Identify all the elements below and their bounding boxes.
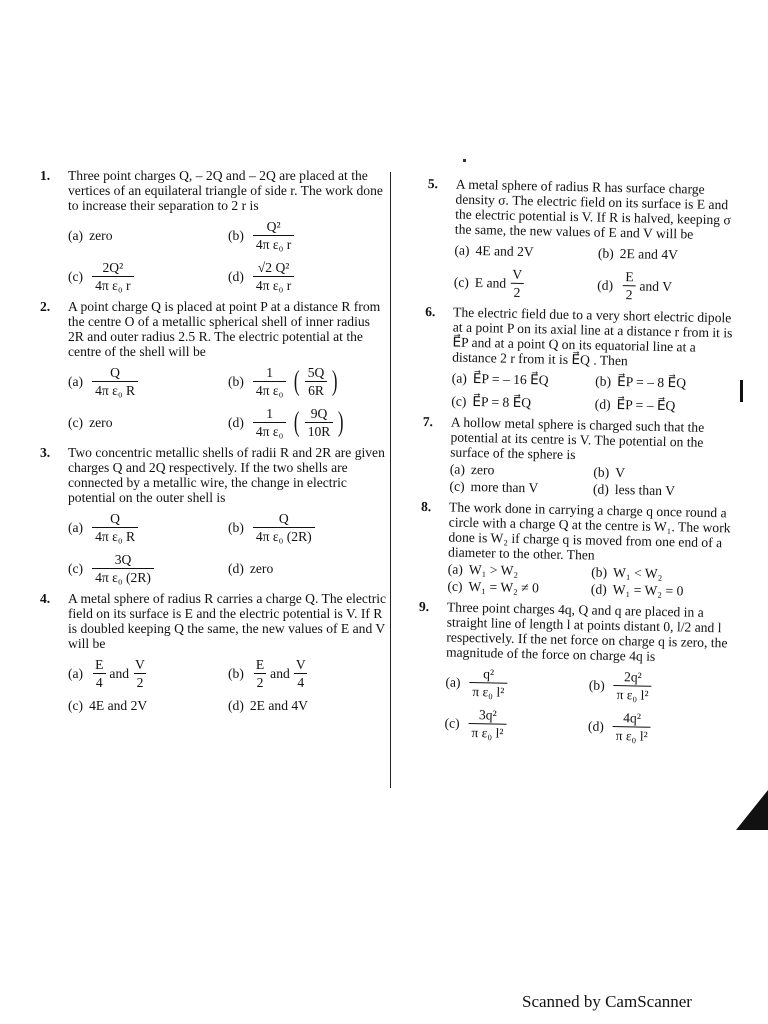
question-text: A metal sphere of radius R carries a charge Q. The electric field on its surface is E and the electric potential is V. If R is doubled keeping Q the same, the new values of E and V will be <box>68 591 387 651</box>
option-c: (c) 4E and 2V <box>68 698 148 713</box>
option-a: (a) 4E and 2V <box>454 242 534 260</box>
option-a: (a) zero <box>68 228 113 243</box>
fraction: $\frac{\text{4q²}}{\text{π ε₀ l²}}$ <box>613 710 652 744</box>
column-divider <box>390 172 391 788</box>
option-c: (c) more than V <box>449 478 539 496</box>
fraction: $\frac{\text{q²}}{\text{π ε₀ l²}}$ <box>469 666 508 700</box>
option-b: (b) E⃗P = – 8 E⃗Q <box>595 373 687 391</box>
fraction: $\frac{E}{2}$ <box>253 657 267 690</box>
question-6 <box>423 304 740 415</box>
fraction: $\frac{Q}{\text{4π ε₀ R}}$ <box>92 511 138 544</box>
question-number: 7. <box>422 413 434 430</box>
option-a: (a) E⃗P = – 16 E⃗Q <box>451 370 549 388</box>
page-corner-shadow <box>736 790 768 830</box>
option-c: (c) $\frac{\text{2Q²}}{\text{4π ε₀ r}}$ <box>68 260 228 293</box>
option-b: (b) $\frac{1}{\text{4π ε₀}}$ ( $\frac{5Q}{6R}$ ) <box>228 365 338 398</box>
scanner-watermark: Scanned by CamScanner <box>522 992 692 1011</box>
option-a: (a) $\frac{Q}{\text{4π ε₀ R}}$ <box>68 365 228 398</box>
option-a: (a) $\frac{Q}{\text{4π ε₀ R}}$ <box>68 511 228 544</box>
fraction: $\frac{\text{2Q²}}{\text{4π ε₀ r}}$ <box>92 260 133 293</box>
question-4 <box>40 591 388 713</box>
option-b: (b) $\frac{\text{2q²}}{\text{π ε₀ l²}}$ <box>589 668 733 704</box>
question-number: 4. <box>40 591 51 606</box>
option-b: (b) W₁ < W₂ <box>591 564 663 581</box>
question-2 <box>40 299 388 439</box>
question-text: A point charge Q is placed at point P at a distance R from the centre O of a metallic spherical shell of inner radius 2R and outer radius 2.5 R. The electric potential at the centre of the shell will be <box>68 299 381 359</box>
option-c: (c) $\frac{3Q}{\text{4π ε₀ (2R)}}$ <box>68 552 228 585</box>
question-text: Two concentric metallic shells of radii R and 2R are given charges Q and 2Q respectively. If the two shells are connected by a metallic wire, the change in electric potential on the outer shell is <box>68 445 385 505</box>
option-c: (c) zero <box>68 415 113 430</box>
question-9 <box>416 599 734 746</box>
fraction: $\frac{\text{3q²}}{\text{π ε₀ l²}}$ <box>468 707 507 741</box>
question-number: 8. <box>420 498 432 515</box>
option-a: (a) $\frac{\text{q²}}{\text{π ε₀ l²}}$ <box>445 665 589 701</box>
option-a: (a) zero <box>449 461 495 478</box>
option-b: (b) V <box>593 464 626 481</box>
question-number: 5. <box>427 176 439 192</box>
fraction: $\frac{9Q}{10R}$ <box>305 406 334 439</box>
scan-dot <box>463 159 466 162</box>
question-number: 3. <box>40 445 51 460</box>
option-d: (d) E⃗P = – E⃗Q <box>594 396 676 414</box>
left-column <box>40 168 388 719</box>
fraction: $\frac{\text{Q²}}{\text{4π ε₀ r}}$ <box>253 219 294 252</box>
option-d: (d) zero <box>228 561 274 576</box>
fraction: $\frac{Q}{\text{4π ε₀ R}}$ <box>92 365 138 398</box>
question-7 <box>421 414 738 500</box>
option-d: (d) $\frac{\text{√2 Q²}}{\text{4π ε₀ r}}$ <box>228 260 388 293</box>
question-number: 9. <box>418 598 430 615</box>
fraction: $\frac{E}{4}$ <box>92 657 106 690</box>
question-number: 1. <box>40 168 51 183</box>
option-c: (c) W₁ = W₂ ≠ 0 <box>447 578 540 596</box>
option-a: (a) $\frac{E}{4}$ and $\frac{V}{2}$ <box>68 657 228 690</box>
option-a: (a) W₁ > W₂ <box>447 561 519 578</box>
option-d: (d) 2E and 4V <box>228 698 308 713</box>
fraction: $\frac{1}{\text{4π ε₀}}$ <box>253 406 287 439</box>
option-c: (c) $\frac{\text{3q²}}{\text{π ε₀ l²}}$ <box>444 706 588 742</box>
option-c: (c) E and $\frac{V}{2}$ <box>453 266 597 302</box>
fraction: $\frac{V}{2}$ <box>512 266 523 300</box>
fraction: $\frac{E}{2}$ <box>622 269 637 302</box>
fraction: $\frac{V}{2}$ <box>135 657 145 690</box>
option-d: (d) $\frac{\text{4q²}}{\text{π ε₀ l²}}$ <box>588 709 732 745</box>
question-text: The work done in carrying a charge q once round a circle with a charge Q at the centre is W₁. The work done is W₂ if charge q is moved from one end of a diameter to the other. Then <box>447 499 731 563</box>
option-d: (d) $\frac{E}{2}$ and V <box>597 269 673 303</box>
fraction: $\frac{1}{\text{4π ε₀}}$ <box>253 365 287 398</box>
question-text: A metal sphere of radius R has surface charge density σ. The electric field on its surface is E and the electric potential is V. If R is halved, keeping σ the same, the new values of E and V will be <box>454 176 731 242</box>
option-b: (b) $\frac{Q}{\text{4π ε₀ (2R)}}$ <box>228 511 388 544</box>
option-b: (b) 2E and 4V <box>597 245 679 263</box>
fraction: $\frac{V}{4}$ <box>295 657 306 690</box>
right-column <box>416 176 743 751</box>
option-d: (d) less than V <box>592 481 676 499</box>
question-text: The electric field due to a very short electric dipole at a point P on its axial line at a distance r from it is E⃗P and at a point Q on its equatorial line at a distance 2 r from it is E⃗Q . Then <box>452 304 733 369</box>
fraction: $\frac{3Q}{\text{4π ε₀ (2R)}}$ <box>92 552 154 585</box>
option-d: (d) W₁ = W₂ = 0 <box>590 581 684 599</box>
fraction: $\frac{5Q}{6R}$ <box>305 365 328 398</box>
question-5 <box>425 176 742 305</box>
fraction: $\frac{\text{√2 Q²}}{\text{4π ε₀ r}}$ <box>253 260 294 293</box>
fraction: $\frac{\text{2q²}}{\text{π ε₀ l²}}$ <box>613 669 652 703</box>
scan-edge-mark <box>740 380 743 402</box>
option-d: (d) $\frac{1}{\text{4π ε₀}}$ ( $\frac{9Q}{10R}$ ) <box>228 406 344 439</box>
question-number: 2. <box>40 299 51 314</box>
question-1 <box>40 168 388 293</box>
option-b: (b) $\frac{\text{Q²}}{\text{4π ε₀ r}}$ <box>228 219 388 252</box>
question-text: Three point charges 4q, Q and q are placed in a straight line of length l at points distant 0, l/2 and l respectively. If the net force on charge q is zero, the magnitude of the force on charge 4q is <box>445 599 728 664</box>
question-8 <box>419 499 736 600</box>
question-text: A hollow metal sphere is charged such that the potential at its centre is V. The potential on the surface of the sphere is <box>450 414 705 463</box>
question-text: Three point charges Q, – 2Q and – 2Q are placed at the vertices of an equilateral triangle of side r. The work done to increase their separation to 2 r is <box>68 168 383 213</box>
option-c: (c) E⃗P = 8 E⃗Q <box>451 393 532 411</box>
fraction: $\frac{Q}{\text{4π ε₀ (2R)}}$ <box>253 511 315 544</box>
question-3 <box>40 445 388 585</box>
question-number: 6. <box>425 303 436 320</box>
option-b: (b) $\frac{E}{2}$ and $\frac{V}{4}$ <box>228 657 388 690</box>
